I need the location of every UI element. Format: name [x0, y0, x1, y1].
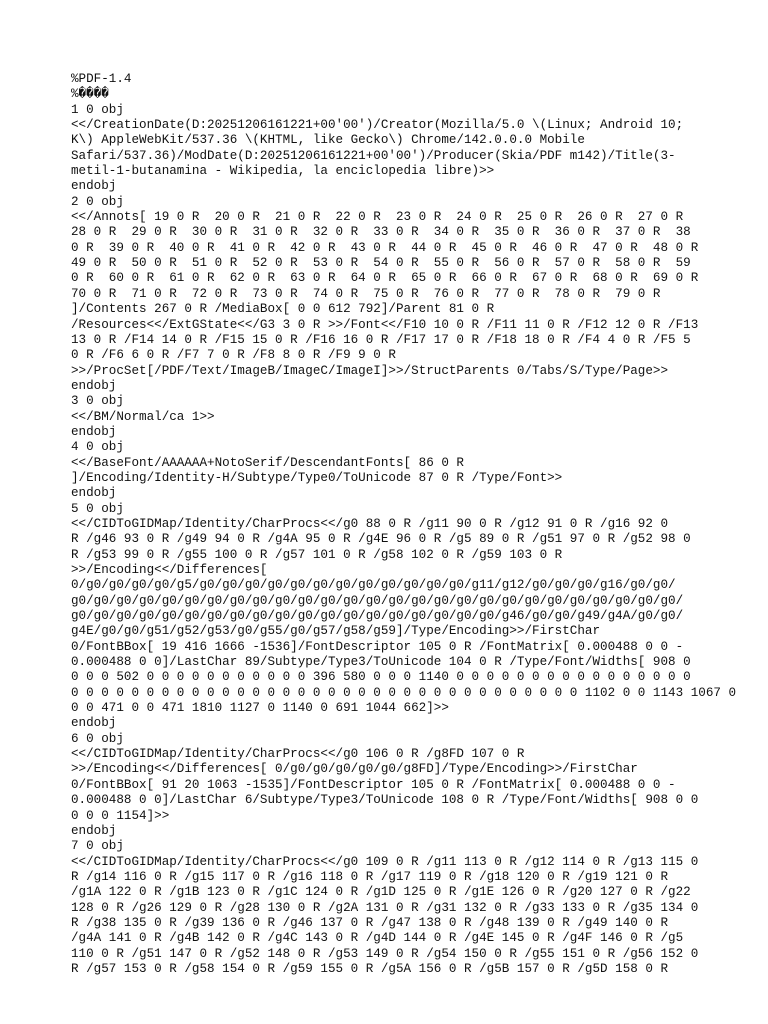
text-line: 13 0 R /F14 14 0 R /F15 15 0 R /F16 16 0 R /F17 17 0 R /F18 18 0 R /F4 4 0 R /F5 5	[71, 332, 691, 347]
text-line: endobj	[71, 424, 117, 439]
text-line: g0/g0/g0/g0/g0/g0/g0/g0/g0/g0/g0/g0/g0/g0/g0/g0/g0/g0/g0/g0/g0/g0/g0/g0/g0/g0/g0/	[71, 593, 684, 608]
text-line: <</BaseFont/AAAAAA+NotoSerif/DescendantFonts[ 86 0 R	[71, 455, 464, 470]
text-line: g4E/g0/g0/g51/g52/g53/g0/g55/g0/g57/g58/g59]/Type/Encoding>>/FirstChar	[71, 624, 601, 639]
text-line: 28 0 R 29 0 R 30 0 R 31 0 R 32 0 R 33 0 R 34 0 R 35 0 R 36 0 R 37 0 R 38	[71, 225, 691, 240]
text-line: 4 0 obj	[71, 440, 124, 455]
text-line: >>/Encoding<</Differences[ 0/g0/g0/g0/g0/g0/g8FD]/Type/Encoding>>/FirstChar	[71, 762, 638, 777]
text-line: Safari/537.36)/ModDate(D:20251206161221+00'00')/Producer(Skia/PDF m142)/Title(3-	[71, 148, 676, 163]
text-line: <</BM/Normal/ca 1>>	[71, 409, 215, 424]
text-line: R /g53 99 0 R /g55 100 0 R /g57 101 0 R /g58 102 0 R /g59 103 0 R	[71, 547, 563, 562]
text-line: R /g46 93 0 R /g49 94 0 R /g4A 95 0 R /g4E 96 0 R /g5 89 0 R /g51 97 0 R /g52 98 0	[71, 532, 691, 547]
text-line: /g1A 122 0 R /g1B 123 0 R /g1C 124 0 R /g1D 125 0 R /g1E 126 0 R /g20 127 0 R /g22	[71, 885, 691, 900]
text-line: 2 0 obj	[71, 194, 124, 209]
text-line: metil-1-butanamina - Wikipedia, la enciclopedia libre)>>	[71, 164, 495, 179]
text-line: 6 0 obj	[71, 731, 124, 746]
text-line: %PDF-1.4	[71, 72, 132, 86]
text-line: %����	[71, 87, 109, 102]
text-line: endobj	[71, 179, 117, 194]
text-line: 0 R /F6 6 0 R /F7 7 0 R /F8 8 0 R /F9 9 0 R	[71, 348, 396, 363]
text-line: 0 R 39 0 R 40 0 R 41 0 R 42 0 R 43 0 R 44 0 R 45 0 R 46 0 R 47 0 R 48 0 R	[71, 240, 699, 255]
text-line: 128 0 R /g26 129 0 R /g28 130 0 R /g2A 131 0 R /g31 132 0 R /g33 133 0 R /g35 134 0	[71, 900, 699, 915]
text-line: >>/Encoding<</Differences[	[71, 563, 268, 577]
text-line: 0 0 471 0 0 471 1810 1127 0 1140 0 691 1044 662]>>	[71, 701, 449, 716]
text-line: 0/FontBBox[ 91 20 1063 -1535]/FontDescriptor 105 0 R /FontMatrix[ 0.000488 0 0 -	[71, 777, 676, 792]
text-line: <</CIDToGIDMap/Identity/CharProcs<</g0 88 0 R /g11 90 0 R /g12 91 0 R /g16 92 0	[71, 516, 669, 531]
text-line: 0 0 0 0 0 0 0 0 0 0 0 0 0 0 0 0 0 0 0 0 0 0 0 0 0 0 0 0 0 0 0 0 0 0 1102 0 0 1143 1067 0	[71, 685, 737, 700]
text-line: endobj	[71, 823, 117, 838]
text-line: 110 0 R /g51 147 0 R /g52 148 0 R /g53 149 0 R /g54 150 0 R /g55 151 0 R /g56 152 0	[71, 946, 699, 961]
text-line: 0.000488 0 0]/LastChar 89/Subtype/Type3/ToUnicode 104 0 R /Type/Font/Widths[ 908 0	[71, 655, 691, 670]
text-line: ]/Encoding/Identity-H/Subtype/Type0/ToUnicode 87 0 R /Type/Font>>	[71, 470, 563, 485]
text-line: <</Annots[ 19 0 R 20 0 R 21 0 R 22 0 R 23 0 R 24 0 R 25 0 R 26 0 R 27 0 R	[71, 210, 684, 225]
text-line: ]/Contents 267 0 R /MediaBox[ 0 0 612 792]/Parent 81 0 R	[71, 302, 495, 317]
text-line: 0.000488 0 0]/LastChar 6/Subtype/Type3/ToUnicode 108 0 R /Type/Font/Widths[ 908 0 0	[71, 793, 699, 808]
pdf-source-text	[71, 72, 737, 977]
text-line: 0/FontBBox[ 19 416 1666 -1536]/FontDescriptor 105 0 R /FontMatrix[ 0.000488 0 0 -	[71, 639, 684, 654]
text-line: endobj	[71, 378, 117, 393]
text-line: g0/g0/g0/g0/g0/g0/g0/g0/g0/g0/g0/g0/g0/g0/g0/g0/g0/g0/g0/g46/g0/g0/g49/g4A/g0/g0/	[71, 609, 684, 624]
text-line: /g4A 141 0 R /g4B 142 0 R /g4C 143 0 R /g4D 144 0 R /g4E 145 0 R /g4F 146 0 R /g5	[71, 931, 684, 946]
text-line: <</CreationDate(D:20251206161221+00'00')/Creator(Mozilla/5.0 \(Linux; Android 10;	[71, 118, 684, 133]
text-line: >>/ProcSet[/PDF/Text/ImageB/ImageC/ImageI]>>/StructParents 0/Tabs/S/Type/Page>>	[71, 363, 669, 378]
text-line: endobj	[71, 716, 117, 731]
text-line: 3 0 obj	[71, 394, 124, 409]
text-line: R /g14 116 0 R /g15 117 0 R /g16 118 0 R /g17 119 0 R /g18 120 0 R /g19 121 0 R	[71, 869, 669, 884]
text-line: 0 R 60 0 R 61 0 R 62 0 R 63 0 R 64 0 R 65 0 R 66 0 R 67 0 R 68 0 R 69 0 R	[71, 271, 699, 286]
text-line: 49 0 R 50 0 R 51 0 R 52 0 R 53 0 R 54 0 R 55 0 R 56 0 R 57 0 R 58 0 R 59	[71, 256, 691, 271]
text-line: R /g38 135 0 R /g39 136 0 R /g46 137 0 R /g47 138 0 R /g48 139 0 R /g49 140 0 R	[71, 915, 669, 930]
text-line: endobj	[71, 486, 117, 501]
text-line: R /g57 153 0 R /g58 154 0 R /g59 155 0 R /g5A 156 0 R /g5B 157 0 R /g5D 158 0 R	[71, 961, 669, 976]
text-line: 5 0 obj	[71, 501, 124, 516]
text-line: 7 0 obj	[71, 839, 124, 854]
text-line: <</CIDToGIDMap/Identity/CharProcs<</g0 109 0 R /g11 113 0 R /g12 114 0 R /g13 115 0	[71, 854, 699, 869]
text-line: 0/g0/g0/g0/g0/g5/g0/g0/g0/g0/g0/g0/g0/g0/g0/g0/g0/g0/g11/g12/g0/g0/g0/g16/g0/g0/	[71, 578, 676, 593]
text-line: 0 0 0 1154]>>	[71, 808, 170, 823]
text-line: /Resources<</ExtGState<</G3 3 0 R >>/Font<</F10 10 0 R /F11 11 0 R /F12 12 0 R /F13	[71, 317, 699, 332]
text-line: K\) AppleWebKit/537.36 \(KHTML, like Gecko\) Chrome/142.0.0.0 Mobile	[71, 133, 585, 148]
text-line: 1 0 obj	[71, 102, 124, 117]
text-line: 0 0 0 502 0 0 0 0 0 0 0 0 0 0 0 396 580 0 0 0 1140 0 0 0 0 0 0 0 0 0 0 0 0 0 0 0 0	[71, 670, 691, 685]
text-line: 70 0 R 71 0 R 72 0 R 73 0 R 74 0 R 75 0 R 76 0 R 77 0 R 78 0 R 79 0 R	[71, 286, 661, 301]
text-line: <</CIDToGIDMap/Identity/CharProcs<</g0 106 0 R /g8FD 107 0 R	[71, 747, 525, 762]
